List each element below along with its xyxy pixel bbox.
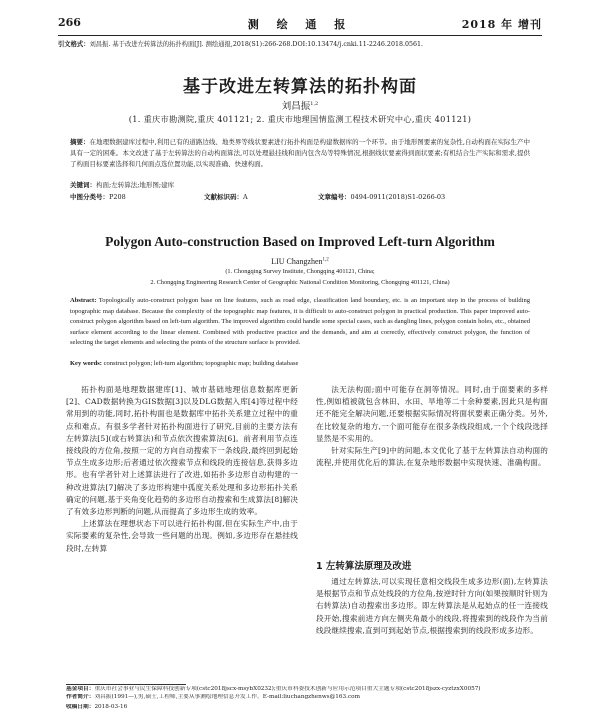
author-sup-cn: 1,2 <box>310 100 319 107</box>
affiliation-en-line1: (1. Chongqing Survey Institute, Chongqing 401121, China; <box>225 268 375 275</box>
footnote-rule <box>66 684 186 685</box>
author-cn <box>0 98 600 112</box>
paper-title-cn: 基于改进左转算法的拓扑构面 <box>183 77 417 97</box>
abstract-cn-text: 在地理数据建库过程中,利用已有的道路边线、地类界等线状要素进行拓扑构面是构建数据库的一个环节。由于地形图要素的复杂性,自动构面在实际生产中具有一定的困难。本文改进了基于左转算法的自动构面算法,可以处理悬挂线和面内包含岛等特殊情况,根据线状要素得到面状要素;有机结合生产实际和需求,提供了构面目标要素选择和几何面点选位置功能,以实现准确、快速构面。 <box>70 138 531 168</box>
body-left-column <box>66 384 298 555</box>
abstract-en-text: Topologically auto-construct polygon base on line features, such as road edge, classification land boundary, etc. is an important step in the process of building topographic map database. Because the complexity of the topographic map features, it is difficult to auto-construct polygon in practical production. This paper improved auto-construct polygon algorithm based on left-turn algorithm. The improved algorithm could handle some special cases, such as dangling lines, polygon contain holes, etc., obtained surface element according to the linear element. Combined with productive practice and the demands, and aim at correctly, effectively construct polygon, the function of selecting the target elements and selecting the points of the structure surface is provided. <box>70 297 530 347</box>
keywords-en <box>70 360 530 367</box>
body-paragraph: 通过左转算法,可以实现任意相交线段生成多边形(面),左转算法是根据节点和节点处线段的方位角,按逆时针方向(如果按顺时针则为右转算法)自动搜索出多边形。即左转算法是从起始点的任一连接线段开始,搜索前进方向左侧夹角最小的线段,将搜索到的线段作为当前线段继续搜索,直到可到起始节点,根据搜索到的线段形成多边形。 <box>316 577 548 635</box>
author-en <box>0 257 600 266</box>
abstract-en-label: Abstract: <box>70 297 97 304</box>
journal-name: 测 绘 通 报 <box>247 18 353 31</box>
body-paragraph: 针对实际生产[9]中的问题,本文优化了基于左转算法自动构面的流程,并使用优化后的算法,在复杂地形数据中实现快速、准确构面。 <box>316 446 548 468</box>
keywords-cn-label: 关键词： <box>70 181 96 189</box>
citation-label: 引文格式： <box>58 41 90 48</box>
footnote-fund: 基金项目：重庆市社会事业与民生保障科技创新专项(cstc2018jscx-msybX0232);重庆市科委技术创新与应用示范项目重大主题专项(cstc2018jszx-cyztzxX0057) <box>66 686 481 692</box>
abstract-en <box>70 296 530 349</box>
body-right-column-section1 <box>316 576 548 637</box>
affiliation-cn: (1. 重庆市勘测院,重庆 401121; 2. 重庆市地理国情监测工程技术研究中心,重庆 401121) <box>128 114 472 124</box>
section-heading: 1 左转算法原理及改进 <box>316 561 412 572</box>
page-number: 266 <box>58 16 81 29</box>
keywords-en-label: Key words: <box>70 360 102 367</box>
footnote-received: 收稿日期：2018-03-16 <box>66 704 128 710</box>
keywords-cn-text: 构面;左转算法;地形图;建库 <box>96 181 175 189</box>
clc-number: 中图分类号：P208 <box>70 193 126 201</box>
keywords-cn <box>70 180 530 190</box>
running-header <box>58 16 542 34</box>
footnote-author: 作者简介：刘昌振(1991—),男,硕士,工程师,主要从事测绘地理信息开发工作。E-mail:liuchangzhenws@163.com <box>66 694 360 700</box>
author-name-cn: 刘昌振 <box>281 101 311 112</box>
citation-text: 刘昌振. 基于改进左转算法的拓扑构面[J]. 测绘通报,2018(S1):266-268.DOI:10.13474/j.cnki.11-2246.2018.0561. <box>89 41 423 48</box>
article-number: 文章编号：0494-0911(2018)S1-0266-03 <box>318 193 446 201</box>
keywords-en-text: construct polygon; left-turn algorithm; topographic map; building database <box>103 360 299 367</box>
paper-title-en: Polygon Auto-construction Based on Improved Left-turn Algorithm <box>105 234 495 249</box>
author-sup-en: 1,2 <box>322 257 329 263</box>
year-issue: 2018 年 增刊 <box>461 18 542 31</box>
header-rule <box>58 35 542 36</box>
affiliation-en-line2: 2. Chongqing Engineering Research Center of Geographic National Condition Monitoring, Chongqing 401121, China) <box>150 279 450 286</box>
classification-row <box>70 192 530 203</box>
body-right-column <box>316 384 548 469</box>
citation-format <box>58 40 542 49</box>
abstract-cn-label: 摘要： <box>70 138 90 146</box>
author-name-en: LIU Changzhen <box>271 257 323 266</box>
abstract-cn <box>70 137 530 169</box>
body-paragraph: 拓扑构面是地理数据建库[1]、城市基础地理信息数据库更新[2]、CAD数据转换为GIS数据[3]以及DLG数据入库[4]等过程中经常用到的功能,同时,拓扑构面也是数据库中拓扑关系建立过程中的重点和难点。有很多学者针对拓扑构面进行了研究,目前的主要方法有左转算法[5](或右转算法)和节点依次搜索算法[6]。前者利用节点连接线段的方位角,按照一定的方向自动搜索下一条线段,最终回到起始节点生成多边形;后者通过依次搜索节点和线段的连接信息,获得多边形。也有学者针对上述算法进行了改进,如拓扑多边形自动构建的一种改进算法[7]解决了多边形构建中孤度关系处理和多边形拓扑关系确定的问题,基于夹角变化趋势的多边形自动搜索和生成算法[8]解决了有效多边形判断的问题,从而提高了多边形生成的效率。 <box>66 385 298 517</box>
body-paragraph: 上述算法在理想状态下可以进行拓扑构面,但在实际生产中,由于实际要素的复杂性,会导致一些问题的出现。例如,多边形存在悬挂线段时,左转算 <box>66 519 298 553</box>
body-paragraph: 法无法构面;面中可能存在洞等情况。同时,由于面要素的多样性,例如植被就包含林田、水田、旱地等二十余种要素,因此只是构面还不能完全解决问题,还要根据实际情况将面状要素正确分类。另外,在比较复杂的地方,一个面可能存在很多条线段组成,一个个线段选择显然是不实用的。 <box>316 385 548 443</box>
document-code: 文献标识码：A <box>204 193 248 201</box>
